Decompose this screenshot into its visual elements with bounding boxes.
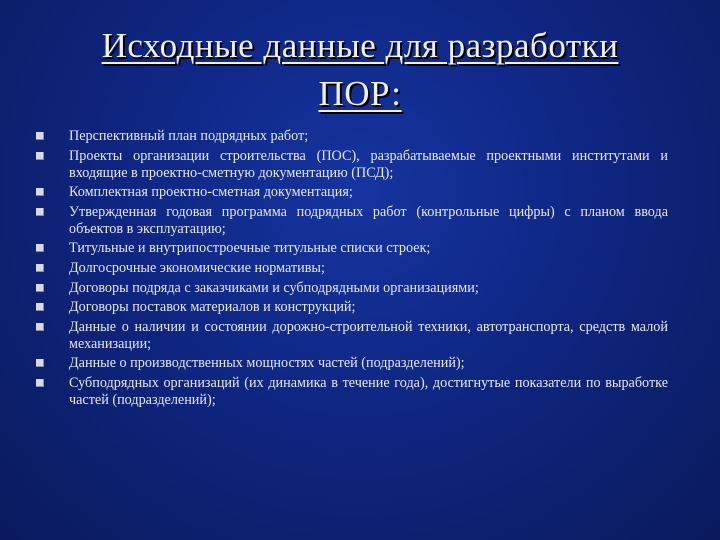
square-bullet-icon: [36, 208, 44, 216]
bullet-text: Долгосрочные экономические нормативы;: [69, 259, 325, 276]
bullet-list: [36, 128, 668, 412]
bullet-item: [36, 319, 668, 353]
square-bullet-icon: [36, 132, 44, 140]
bullet-item: [36, 355, 668, 372]
bullet-item: [36, 240, 668, 257]
slide-title-line-2: ПОР:: [318, 74, 402, 113]
bullet-text: Титульные и внутрипостроечные титульные списки строек;: [69, 240, 431, 257]
bullet-text: Договоры поставок материалов и конструкций;: [69, 299, 356, 316]
bullet-text: Данные о производственных мощностях частей (подразделений);: [69, 355, 465, 372]
bullet-text: Перспективный план подрядных работ;: [69, 128, 309, 144]
bullet-item: [36, 184, 668, 201]
bullet-item: [36, 280, 668, 297]
bullet-text: Проекты организации строительства (ПОС), разрабатываемые проектными институтами и входящие в проектно-сметную документацию (ПСД);: [69, 147, 668, 181]
bullet-item: [36, 128, 668, 145]
square-bullet-icon: [36, 323, 44, 331]
square-bullet-icon: [36, 264, 44, 272]
slide-title: [40, 22, 680, 118]
bullet-item: [36, 299, 668, 316]
bullet-item: [36, 375, 668, 409]
bullet-text: Данные о наличии и состоянии дорожно-строительной техники, автотранспорта, средств малой механизации;: [69, 318, 668, 352]
square-bullet-icon: [36, 359, 44, 367]
bullet-item: [36, 260, 668, 277]
square-bullet-icon: [36, 303, 44, 311]
bullet-item: [36, 204, 668, 238]
bullet-text: Комплектная проектно-сметная документация;: [69, 184, 353, 201]
slide-title-line-1: Исходные данные для разработки: [101, 26, 619, 65]
square-bullet-icon: [36, 379, 44, 387]
bullet-text: Субподрядных организаций (их динамика в течение года), достигнутые показатели по выработке частей (подразделений);: [69, 374, 668, 408]
bullet-text: Договоры подряда с заказчиками и субподрядными организациями;: [69, 279, 479, 296]
bullet-text: Утвержденная годовая программа подрядных работ (контрольные цифры) с планом ввода объектов в эксплуатацию;: [69, 203, 668, 237]
square-bullet-icon: [36, 188, 44, 196]
square-bullet-icon: [36, 284, 44, 292]
square-bullet-icon: [36, 244, 44, 252]
bullet-item: [36, 148, 668, 182]
square-bullet-icon: [36, 152, 44, 160]
